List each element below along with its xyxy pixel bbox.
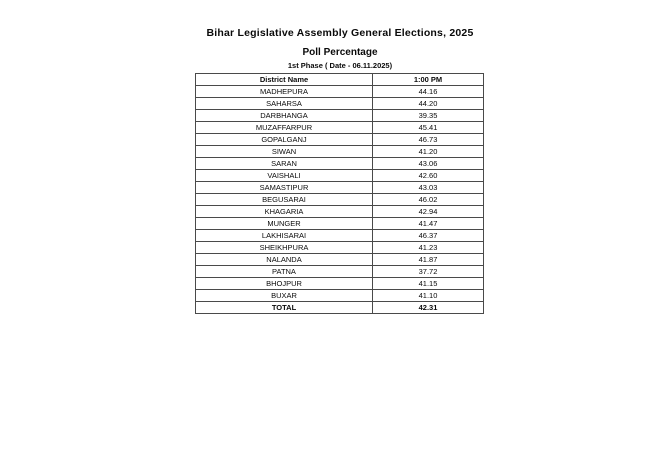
value-cell: 41.47: [373, 218, 484, 230]
table-row: [196, 278, 484, 290]
table-row: [196, 266, 484, 278]
district-cell: SHEIKHPURA: [196, 242, 373, 254]
table-row: [196, 110, 484, 122]
district-cell: SAHARSA: [196, 98, 373, 110]
district-cell: SIWAN: [196, 146, 373, 158]
time-column-header: 1:00 PM: [373, 74, 484, 86]
table-row: [196, 290, 484, 302]
value-cell: 42.94: [373, 206, 484, 218]
district-cell: MUNGER: [196, 218, 373, 230]
value-cell: 42.60: [373, 170, 484, 182]
phase-date-line: 1st Phase ( Date - 06.11.2025): [287, 61, 393, 70]
page-title: Bihar Legislative Assembly General Elections, 2025: [206, 27, 474, 39]
value-cell: 41.87: [373, 254, 484, 266]
value-cell: 37.72: [373, 266, 484, 278]
poll-percentage-table: [195, 73, 484, 314]
district-cell: DARBHANGA: [196, 110, 373, 122]
value-cell: 46.02: [373, 194, 484, 206]
district-cell: VAISHALI: [196, 170, 373, 182]
district-cell: MUZAFFARPUR: [196, 122, 373, 134]
table-row: [196, 254, 484, 266]
value-cell: 45.41: [373, 122, 484, 134]
value-cell: 46.37: [373, 230, 484, 242]
district-cell: MADHEPURA: [196, 86, 373, 98]
value-cell: 41.15: [373, 278, 484, 290]
value-cell: 41.20: [373, 146, 484, 158]
value-cell: 44.16: [373, 86, 484, 98]
table-row: [196, 170, 484, 182]
value-cell: 43.03: [373, 182, 484, 194]
table-row: [196, 218, 484, 230]
table-row: [196, 206, 484, 218]
value-cell: 44.20: [373, 98, 484, 110]
district-cell: BUXAR: [196, 290, 373, 302]
table-row: [196, 98, 484, 110]
district-cell: GOPALGANJ: [196, 134, 373, 146]
table-header-row: [196, 74, 484, 86]
value-cell: 39.35: [373, 110, 484, 122]
total-label-cell: TOTAL: [196, 302, 373, 314]
value-cell: 41.23: [373, 242, 484, 254]
district-cell: NALANDA: [196, 254, 373, 266]
page-subtitle: Poll Percentage: [302, 47, 378, 58]
table-row: [196, 194, 484, 206]
district-cell: LAKHISARAI: [196, 230, 373, 242]
document-header: [115, 27, 565, 70]
table-row: [196, 182, 484, 194]
value-cell: 43.06: [373, 158, 484, 170]
table-row: [196, 134, 484, 146]
district-cell: PATNA: [196, 266, 373, 278]
district-name-column-header: District Name: [196, 74, 373, 86]
value-cell: 41.10: [373, 290, 484, 302]
table-row: [196, 158, 484, 170]
table-row: [196, 146, 484, 158]
table-row: [196, 242, 484, 254]
total-value-cell: 42.31: [373, 302, 484, 314]
value-cell: 46.73: [373, 134, 484, 146]
district-cell: SAMASTIPUR: [196, 182, 373, 194]
table-row: [196, 230, 484, 242]
district-cell: SARAN: [196, 158, 373, 170]
table-row: [196, 122, 484, 134]
table-row: [196, 86, 484, 98]
table-total-row: [196, 302, 484, 314]
district-cell: KHAGARIA: [196, 206, 373, 218]
district-cell: BHOJPUR: [196, 278, 373, 290]
district-cell: BEGUSARAI: [196, 194, 373, 206]
